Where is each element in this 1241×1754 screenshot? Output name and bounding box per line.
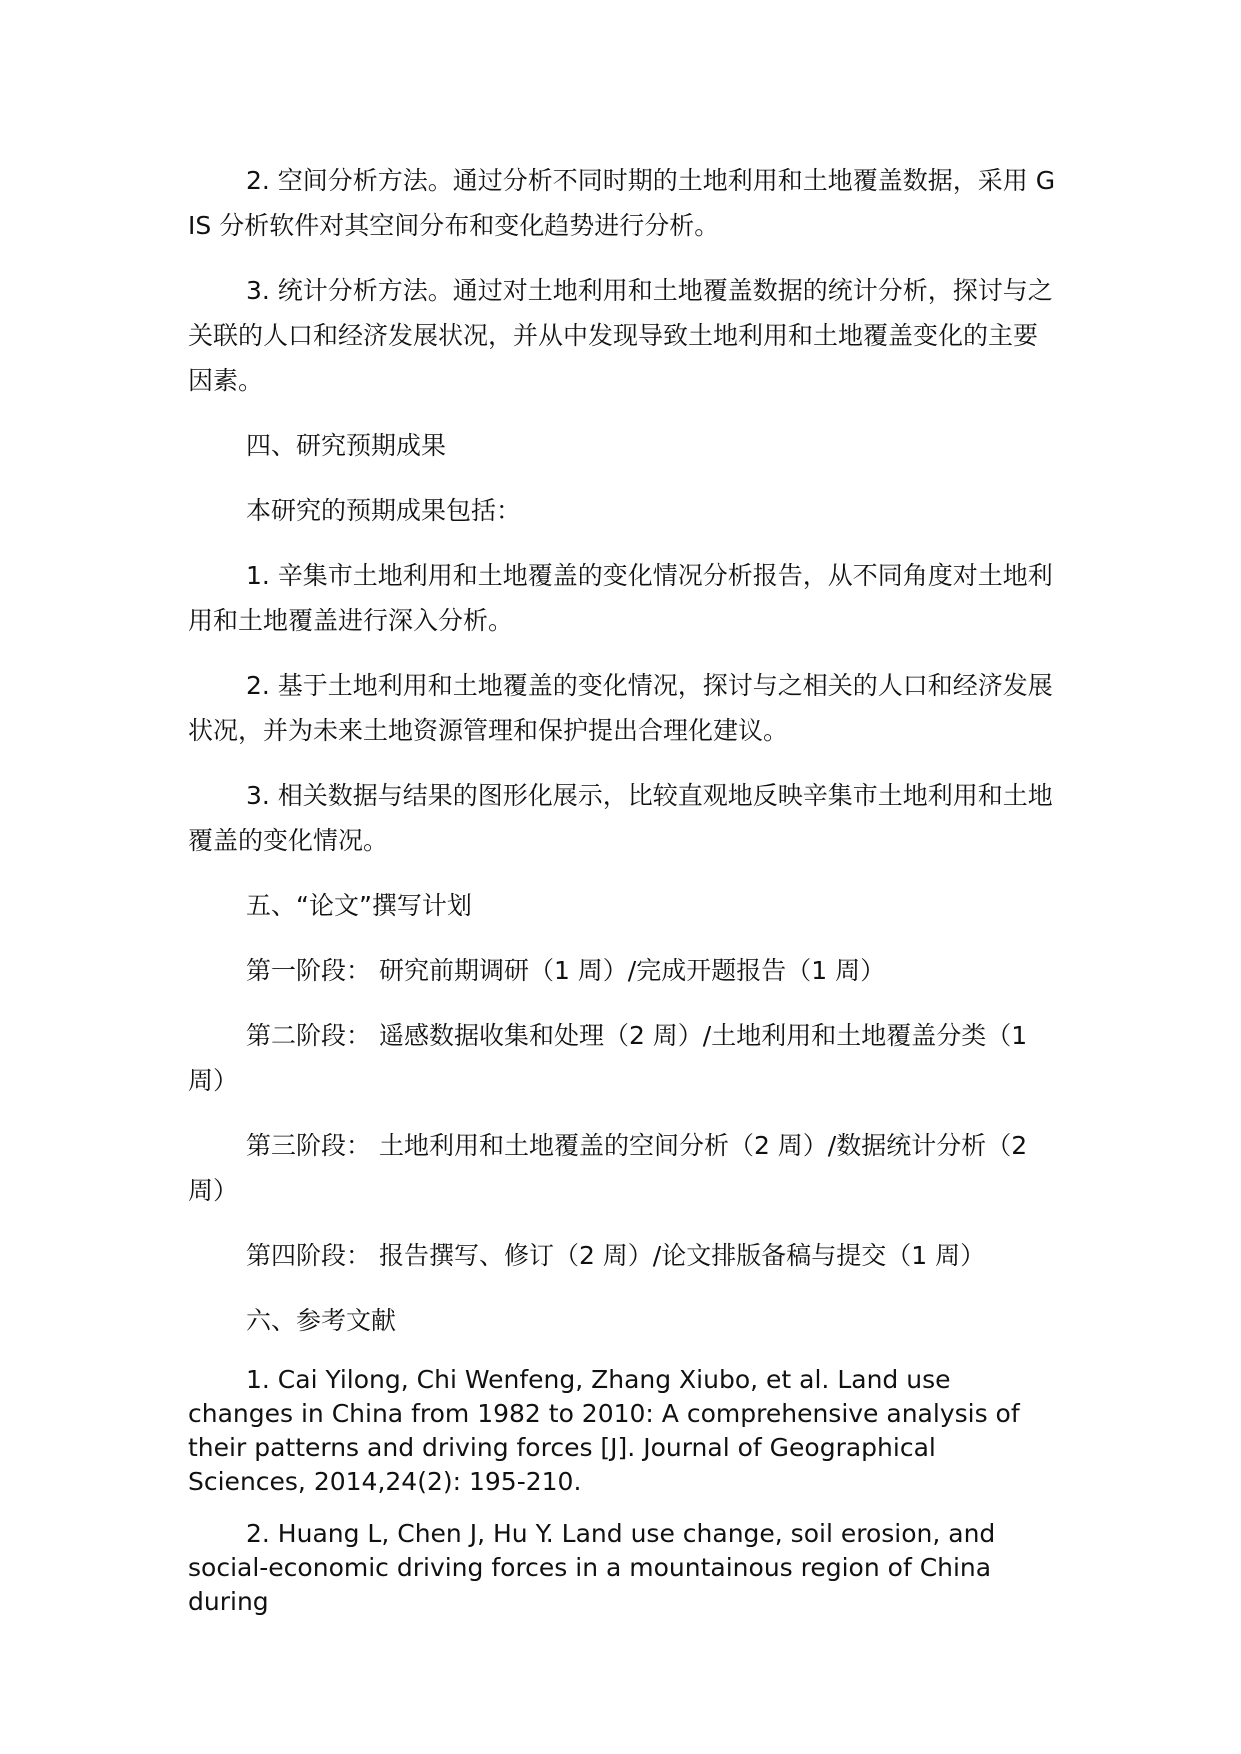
paragraph-result-1: 1. 辛集市土地利用和土地覆盖的变化情况分析报告，从不同角度对土地利用和土地覆盖进行深入分析。 [188, 561, 1053, 635]
paragraph-result-3: 3. 相关数据与结果的图形化展示，比较直观地反映辛集市土地利用和土地覆盖的变化情况。 [188, 781, 1053, 855]
paragraph-method-3: 3. 统计分析方法。通过对土地利用和土地覆盖数据的统计分析，探讨与之关联的人口和经济发展状况，并从中发现导致土地利用和土地覆盖变化的主要因素。 [188, 276, 1053, 395]
document-body [188, 158, 1058, 1637]
paragraph-stage-3: 第三阶段： 土地利用和土地覆盖的空间分析（2 周）/数据统计分析（2 周） [188, 1131, 1028, 1205]
paragraph-results-intro: 本研究的预期成果包括： [246, 496, 522, 525]
section-heading-writing-plan: 五、“论文”撰写计划 [246, 891, 472, 920]
reference-2: 2. Huang L, Chen J, Hu Y. Land use change, soil erosion, and social-economic driving forces in a mountainous region of China during [188, 1519, 996, 1616]
section-heading-references: 六、参考文献 [246, 1306, 397, 1335]
paragraph-method-2: 2. 空间分析方法。通过分析不同时期的土地利用和土地覆盖数据，采用 GIS 分析软件对其空间分布和变化趋势进行分析。 [188, 166, 1056, 240]
reference-1: 1. Cai Yilong, Chi Wenfeng, Zhang Xiubo, et al. Land use changes in China from 1982 to 2010: A comprehensive analysis of their patterns and driving forces [J]. Journal of Geographical Sciences, 2014,24(2): 195-210. [188, 1365, 1020, 1496]
section-heading-expected-results: 四、研究预期成果 [246, 431, 447, 460]
paragraph-stage-4: 第四阶段： 报告撰写、修订（2 周）/论文排版备稿与提交（1 周） [246, 1241, 986, 1270]
paragraph-result-2: 2. 基于土地利用和土地覆盖的变化情况，探讨与之相关的人口和经济发展状况，并为未来土地资源管理和保护提出合理化建议。 [188, 671, 1053, 745]
paragraph-stage-2: 第二阶段： 遥感数据收集和处理（2 周）/土地利用和土地覆盖分类（1 周） [188, 1021, 1028, 1095]
paragraph-stage-1: 第一阶段： 研究前期调研（1 周）/完成开题报告（1 周） [246, 956, 886, 985]
